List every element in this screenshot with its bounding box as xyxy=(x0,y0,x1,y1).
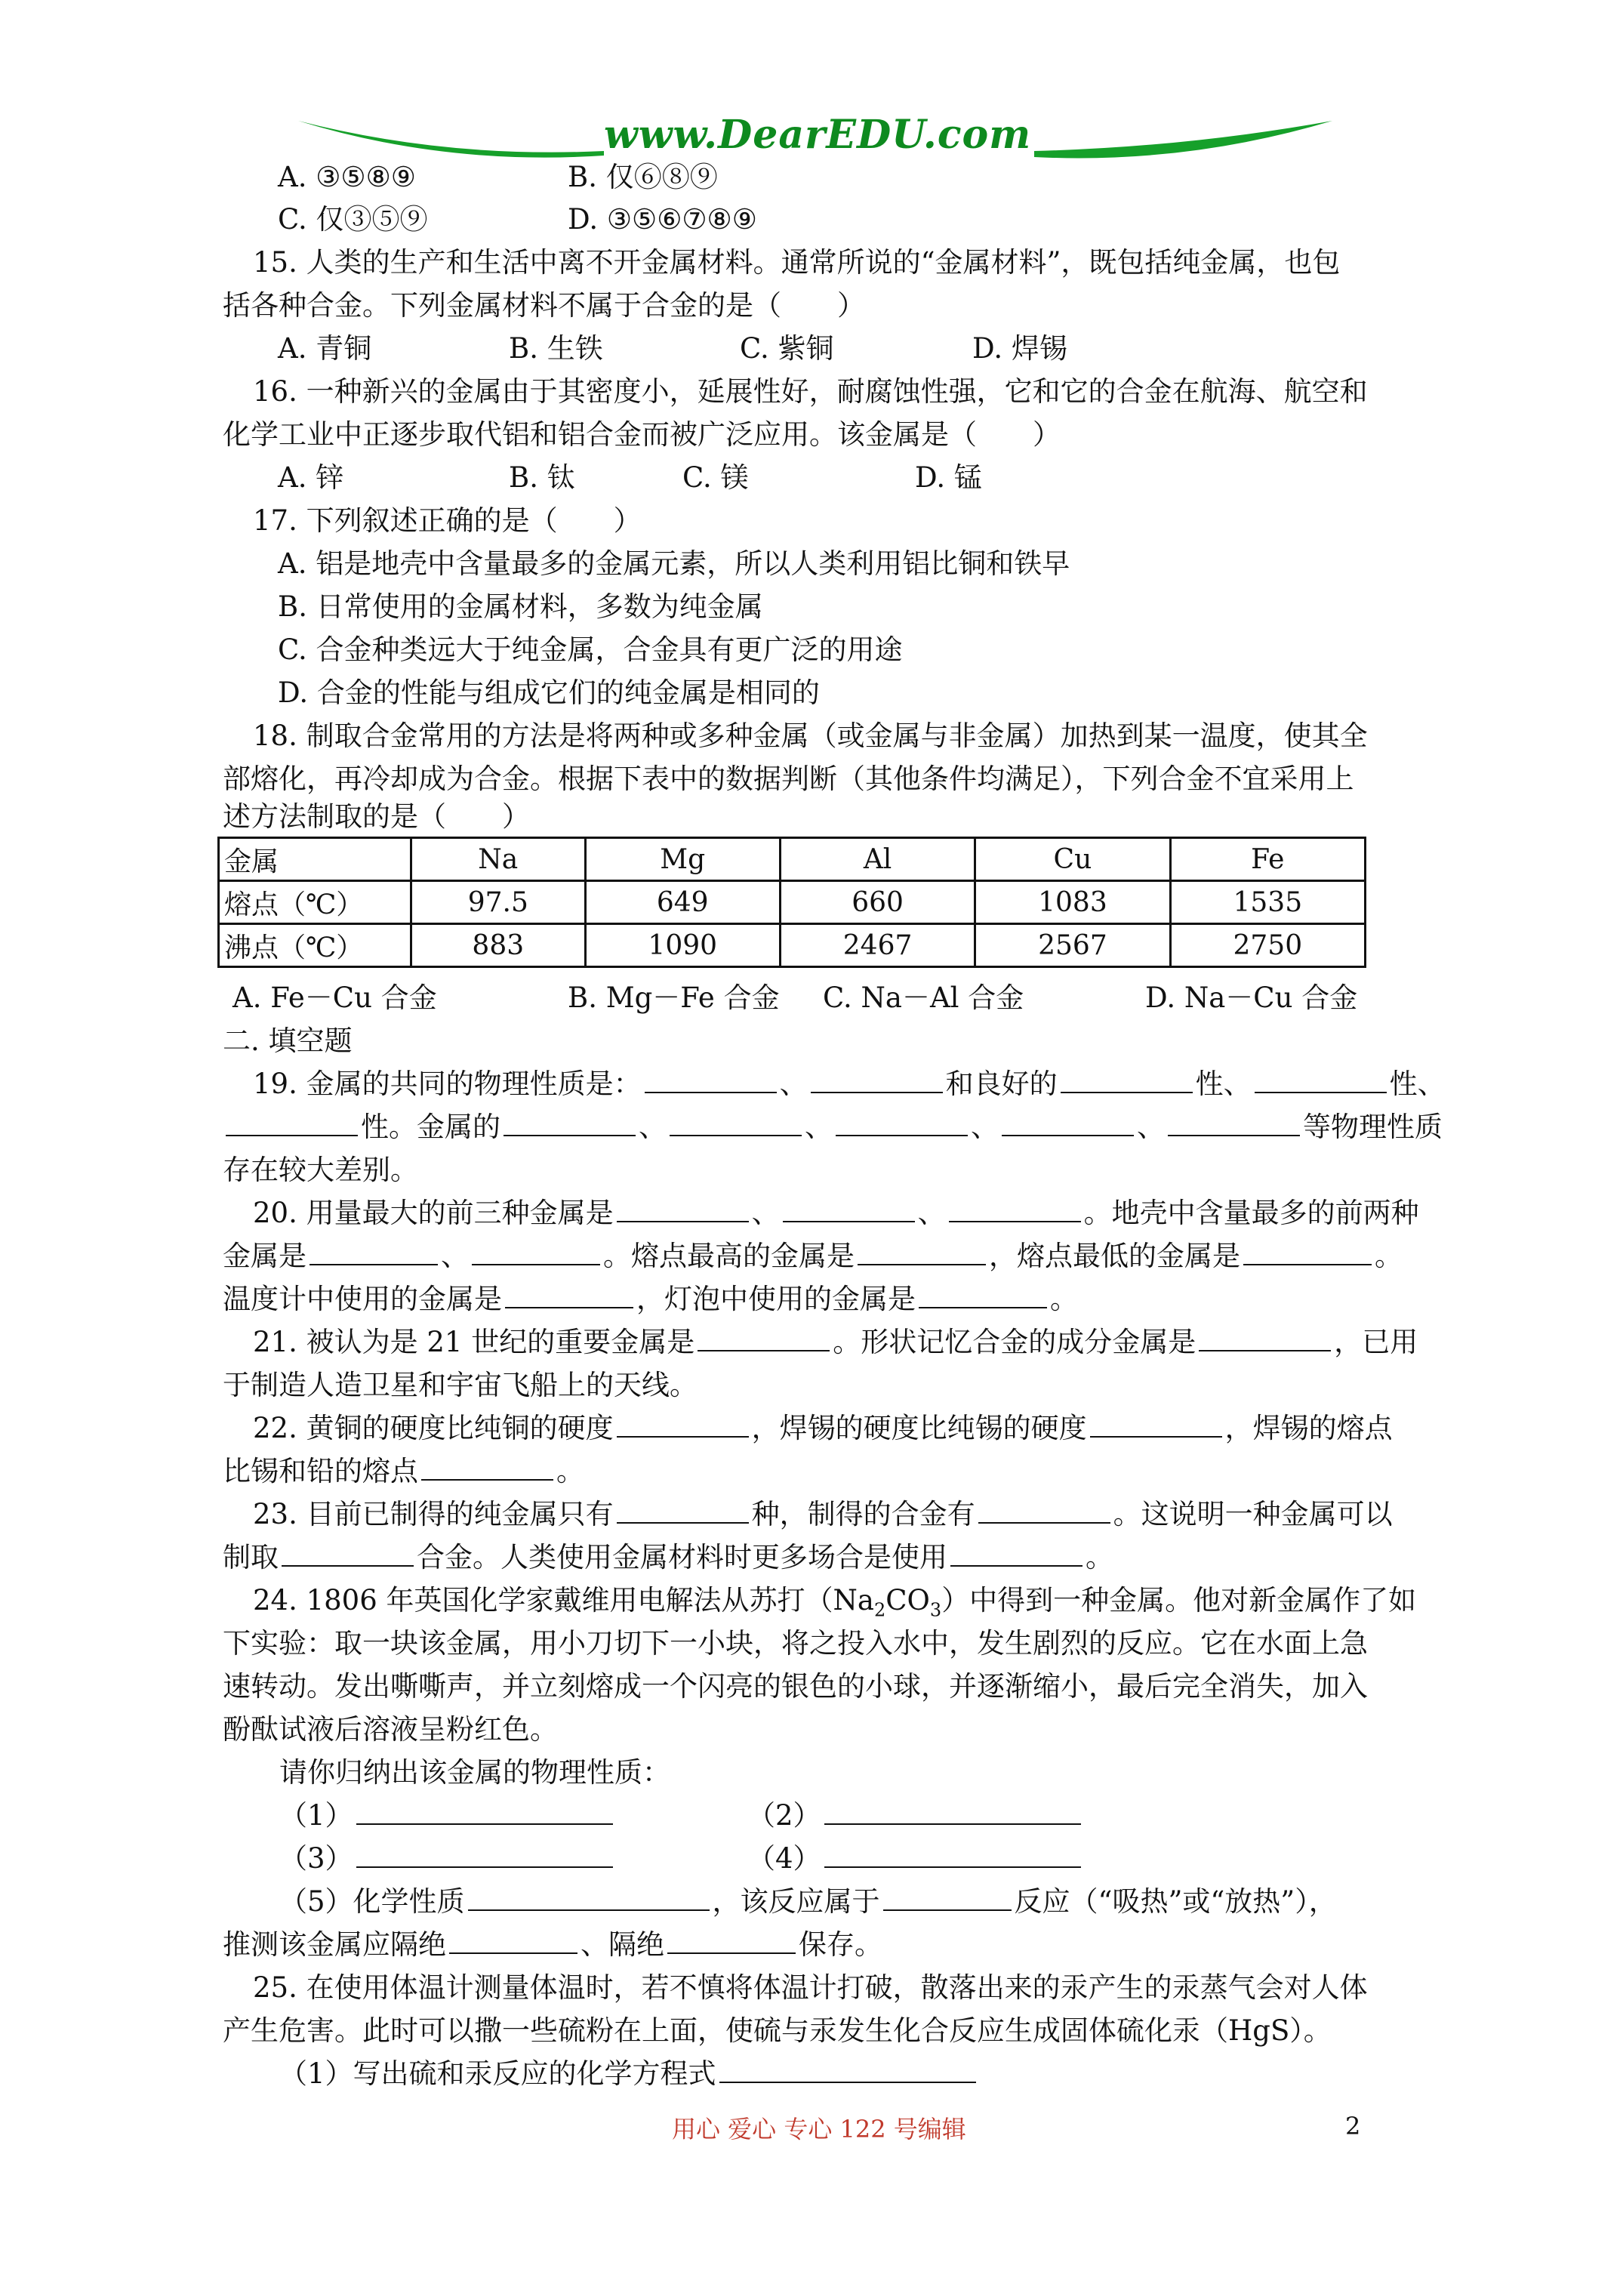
page-number: 2 xyxy=(1345,2112,1361,2140)
q16-option-b: B. 钛 xyxy=(509,461,575,494)
table-cell: 2467 xyxy=(780,924,975,967)
q18-option-d: D. Na－Cu 合金 xyxy=(1145,982,1358,1014)
table-cell: 1090 xyxy=(585,924,780,967)
q15-option-b: B. 生铁 xyxy=(509,332,603,365)
q24-line2: 下实验：取一块该金属，用小刀切下一小块，将之投入水中，发生剧烈的反应。它在水面上急 xyxy=(223,1627,1368,1660)
q24-blank-5: （5）化学性质 ，该反应属于 反应（“吸热”或“放热”）， xyxy=(279,1885,1337,1918)
table-header-cell: Al xyxy=(780,838,975,881)
q23-line2: 制取 合金。人类使用金属材料时更多场合是使用 。 xyxy=(223,1541,1113,1573)
table-cell: 沸点（℃） xyxy=(219,924,411,967)
q17-stem: 17. 下列叙述正确的是（ ） xyxy=(253,504,642,537)
table-cell: 1535 xyxy=(1170,881,1365,924)
q16-option-c: C. 镁 xyxy=(682,461,749,494)
q14-option-a: A. ③⑤⑧⑨ xyxy=(278,161,416,193)
table-header-cell: 金属 xyxy=(219,838,411,881)
q22-line2: 比锡和铅的熔点 。 xyxy=(223,1455,584,1487)
q16-stem-line2: 化学工业中正逐步取代铝和铝合金而被广泛应用。该金属是（ ） xyxy=(223,418,1061,451)
q16-option-d: D. 锰 xyxy=(915,461,982,494)
q25-line2: 产生危害。此时可以撒一些硫粉在上面，使硫与汞发生化合反应生成固体硫化汞（HgS）。 xyxy=(223,2014,1332,2047)
q19-line1: 19. 金属的共同的物理性质是： 、 和良好的 性、 性、 xyxy=(253,1068,1446,1100)
q25-line1: 25. 在使用体温计测量体温时，若不慎将体温计打破，散落出来的汞产生的汞蒸气会对人体 xyxy=(253,1971,1368,2004)
table-header-cell: Mg xyxy=(585,838,780,881)
footer-text: 用心 爱心 专心 122 号编辑 xyxy=(672,2115,966,2143)
q15-option-d: D. 焊锡 xyxy=(972,332,1067,365)
q24-blank-4: （4） xyxy=(747,1840,1084,1878)
table-header-cell: Fe xyxy=(1170,838,1365,881)
q23-line1: 23. 目前已制得的纯金属只有 种，制得的合金有 。这说明一种金属可以 xyxy=(253,1498,1393,1530)
q18-option-b: B. Mg－Fe 合金 xyxy=(568,982,780,1014)
q24-line1: 24. 1806 年英国化学家戴维用电解法从苏打$(Na_2CO_3)$中得到一种金属。他对新金属作了如 xyxy=(253,1584,1417,1621)
q17-option-d: D. 合金的性能与组成它们的纯金属是相同的 xyxy=(278,676,820,709)
q24-line4: 酚酞试液后溶液呈粉红色。 xyxy=(223,1713,558,1746)
q21-line1: 21. 被认为是 21 世纪的重要金属是 。形状记忆合金的成分金属是 ，已用 xyxy=(253,1326,1418,1358)
q24-blank-3: （3） xyxy=(279,1840,616,1878)
q17-option-c: C. 合金种类远大于纯金属，合金具有更广泛的用途 xyxy=(278,633,903,666)
q18-option-a: A. Fe－Cu 合金 xyxy=(233,982,437,1014)
q14-option-d: D. ③⑤⑥⑦⑧⑨ xyxy=(568,203,757,236)
header-site-name[interactable]: www.DearEDU.com xyxy=(604,112,1032,158)
section-heading: 二. 填空题 xyxy=(223,1025,353,1057)
q15-stem-line1: 15. 人类的生产和生活中离不开金属材料。通常所说的“金属材料”，既包括纯金属，也包 xyxy=(253,246,1341,279)
table-cell: 2750 xyxy=(1170,924,1365,967)
q21-line2: 于制造人造卫星和宇宙飞船上的天线。 xyxy=(223,1369,698,1401)
q20-line1: 20. 用量最大的前三种金属是 、 、 。地壳中含量最多的前两种 xyxy=(253,1197,1419,1229)
q15-option-a: A. 青铜 xyxy=(278,332,372,365)
q14-option-b: B. 仅⑥⑧⑨ xyxy=(568,161,718,193)
q16-stem-line1: 16. 一种新兴的金属由于其密度小，延展性好，耐腐蚀性强，它和它的合金在航海、航空和 xyxy=(253,375,1368,408)
q18-stem-line1: 18. 制取合金常用的方法是将两种或多种金属（或金属与非金属）加热到某一温度，使其全 xyxy=(253,720,1368,752)
table-cell: 97.5 xyxy=(411,881,586,924)
table-row xyxy=(219,881,1366,924)
q19-line2: 性。金属的 、 、 、 、 等物理性质 xyxy=(223,1108,1443,1146)
table-row xyxy=(219,924,1366,967)
q17-option-b: B. 日常使用的金属材料，多数为纯金属 xyxy=(278,590,763,623)
q18-option-c: C. Na－Al 合金 xyxy=(823,982,1024,1014)
q18-stem-line2: 部熔化，再冷却成为合金。根据下表中的数据判断（其他条件均满足），下列合金不宜采用上 xyxy=(223,763,1354,795)
metal-properties-table xyxy=(217,837,1366,968)
q20-line3: 温度计中使用的金属是 ，灯泡中使用的金属是 。 xyxy=(223,1283,1078,1315)
q17-option-a: A. 铝是地壳中含量最多的金属元素，所以人类利用铝比铜和铁早 xyxy=(278,547,1070,580)
q24-blank-1: （1） xyxy=(279,1797,616,1835)
table-header-cell: Cu xyxy=(975,838,1170,881)
table-cell: 2567 xyxy=(975,924,1170,967)
q24-prompt: 请你归纳出该金属的物理性质： xyxy=(279,1756,670,1789)
table-cell: 1083 xyxy=(975,881,1170,924)
q24-line8: 推测该金属应隔绝 、隔绝 保存。 xyxy=(223,1928,882,1961)
table-cell: 660 xyxy=(780,881,975,924)
q14-option-c: C. 仅③⑤⑨ xyxy=(278,203,428,236)
table-cell: 883 xyxy=(411,924,586,967)
table-cell: 649 xyxy=(585,881,780,924)
table-cell: 熔点（℃） xyxy=(219,881,411,924)
q18-stem-line3: 述方法制取的是（ ） xyxy=(223,800,530,833)
q15-stem-line2: 括各种合金。下列金属材料不属于合金的是（ ） xyxy=(223,289,865,322)
q24-line3: 速转动。发出嘶嘶声，并立刻熔成一个闪亮的银色的小球，并逐渐缩小，最后完全消失，加入 xyxy=(223,1670,1368,1703)
q22-line1: 22. 黄铜的硬度比纯铜的硬度 ，焊锡的硬度比纯锡的硬度 ，焊锡的熔点 xyxy=(253,1412,1393,1444)
q24-blank-2: （2） xyxy=(747,1797,1084,1835)
q19-line3: 存在较大差别。 xyxy=(223,1154,418,1186)
q15-option-c: C. 紫铜 xyxy=(740,332,834,365)
q25-line3: （1）写出硫和汞反应的化学方程式 xyxy=(279,2055,979,2093)
table-header-cell: Na xyxy=(411,838,586,881)
q16-option-a: A. 锌 xyxy=(278,461,344,494)
q20-line2: 金属是 、 。熔点最高的金属是 ，熔点最低的金属是 。 xyxy=(223,1240,1403,1272)
table-header-row xyxy=(219,838,1366,881)
